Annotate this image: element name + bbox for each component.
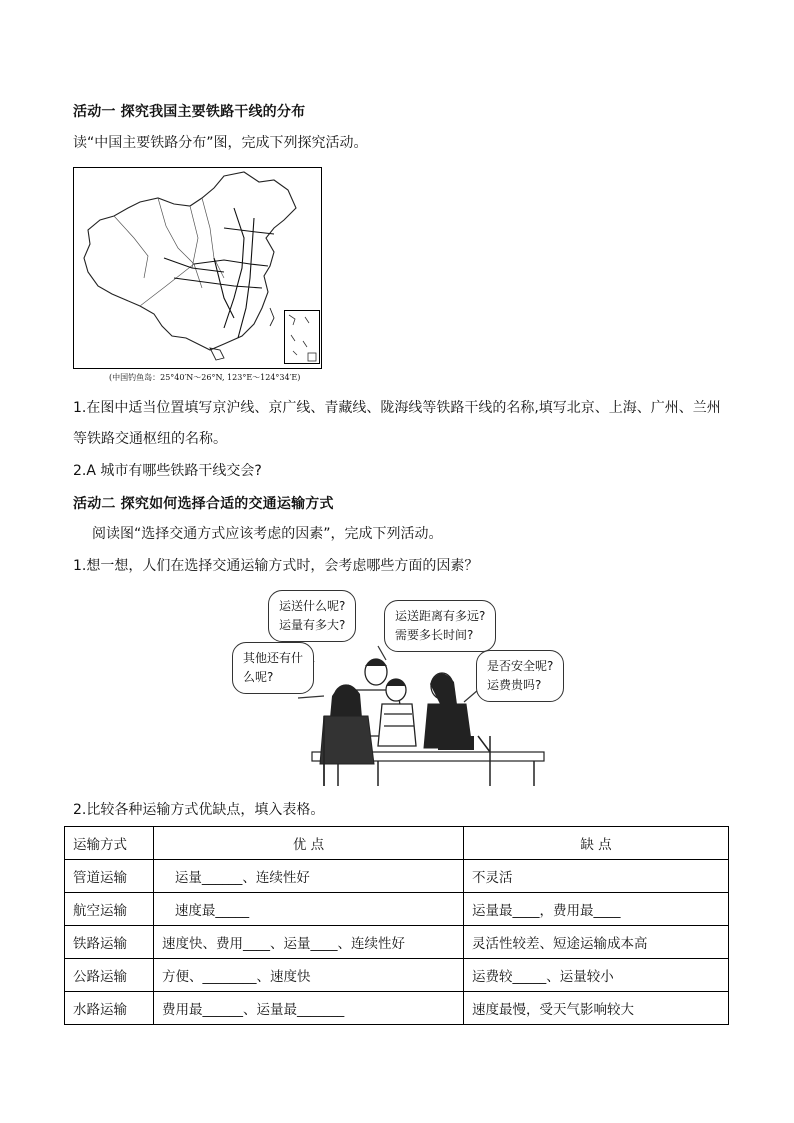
table-row	[65, 992, 729, 1025]
header-disadvantages: 缺 点	[464, 827, 729, 860]
activity1-question2: 2.A 城市有哪些铁路干线交会?	[73, 463, 262, 479]
cell-advantages: 费用最______、运量最_______	[154, 992, 464, 1025]
inset-drawing	[285, 311, 319, 363]
table-row	[65, 959, 729, 992]
cell-mode: 管道运输	[65, 860, 154, 893]
cell-advantages: 速度快、费用____、运量____、连续性好	[154, 926, 464, 959]
cell-disadvantages: 灵活性较差、短途运输成本高	[464, 926, 729, 959]
cell-advantages: 速度最_____	[154, 893, 464, 926]
transport-comparison-table	[64, 826, 729, 1025]
header-advantages: 优 点	[154, 827, 464, 860]
south-china-sea-inset	[284, 310, 320, 364]
speech-bubble-safety-cost: 是否安全呢? 运费贵吗?	[476, 650, 564, 702]
speech-bubble-what-to-transport: 运送什么呢? 运量有多大?	[268, 590, 356, 642]
activity2-title: 活动二 探究如何选择合适的交通运输方式	[73, 496, 334, 512]
activity1-intro: 读“中国主要铁路分布”图，完成下列探究活动。	[73, 135, 368, 151]
cell-mode: 航空运输	[65, 893, 154, 926]
cell-disadvantages: 速度最慢，受天气影响较大	[464, 992, 729, 1025]
header-mode: 运输方式	[65, 827, 154, 860]
table-row	[65, 893, 729, 926]
cell-disadvantages: 运费较_____、运量较小	[464, 959, 729, 992]
table-row	[65, 926, 729, 959]
discussion-illustration	[228, 586, 564, 791]
activity2-question2: 2.比较各种运输方式优缺点，填入表格。	[73, 802, 325, 818]
table-row	[65, 860, 729, 893]
cell-disadvantages: 运量最____，费用最____	[464, 893, 729, 926]
activity1-question1-line2: 等铁路交通枢纽的名称。	[73, 431, 227, 447]
cell-disadvantages: 不灵活	[464, 860, 729, 893]
activity2-intro: 阅读图“选择交通方式应该考虑的因素”，完成下列活动。	[92, 526, 443, 542]
cell-mode: 公路运输	[65, 959, 154, 992]
activity1-title: 活动一 探究我国主要铁路干线的分布	[73, 104, 306, 120]
table-header-row	[65, 827, 729, 860]
activity1-question1-line1: 1.在图中适当位置填写京沪线、京广线、青藏线、陇海线等铁路干线的名称,填写北京、上海、广州、兰州	[73, 400, 721, 416]
speech-bubble-other-factors: 其他还有什 么呢?	[232, 642, 314, 694]
speech-bubble-distance-time: 运送距离有多远? 需要多长时间?	[384, 600, 496, 652]
cell-advantages: 方便、________、速度快	[154, 959, 464, 992]
cell-advantages: 运量______、连续性好	[154, 860, 464, 893]
cell-mode: 铁路运输	[65, 926, 154, 959]
activity2-question1: 1.想一想，人们在选择交通运输方式时，会考虑哪些方面的因素？	[73, 558, 479, 574]
cell-mode: 水路运输	[65, 992, 154, 1025]
map-caption: (中国钓鱼岛：25°40′N～26°N, 123°E～124°34′E)	[109, 373, 301, 382]
